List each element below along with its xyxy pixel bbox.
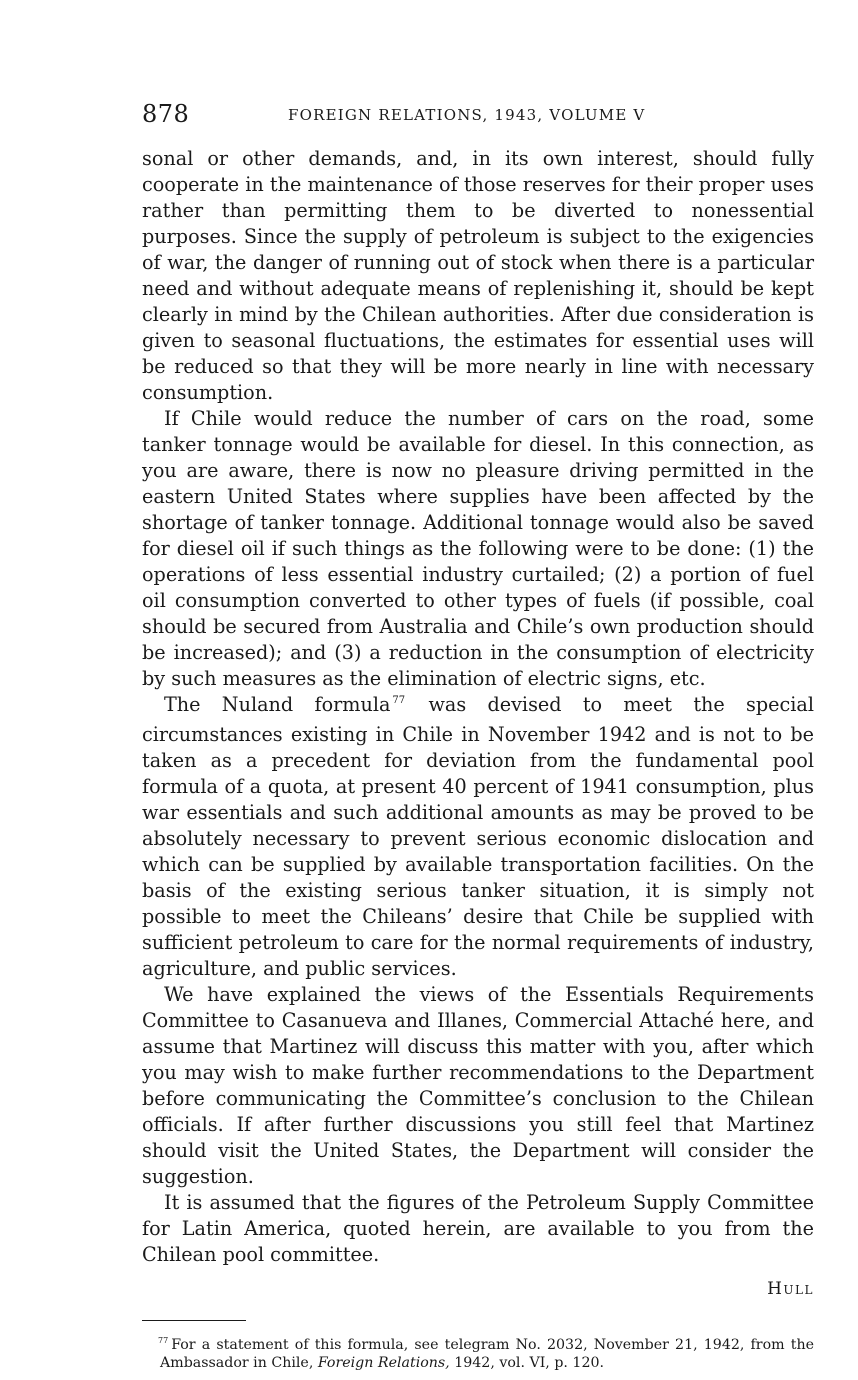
paragraph-2: If Chile would reduce the number of cars on the road, some tanker tonnage would be available for diesel. In this connection, as you are aware, there is now no pleasure driving permitted in the eastern United States where supplies have been affected by the shortage of tanker tonnage. Additional tonnage would also be saved for diesel oil if such things as the following were to be done: (1) the operations of less essential industry curtailed; (2) a portion of fuel oil consumption converted to other types of fuels (if possible, coal should be secured from Australia and Chile’s own production should be increased); and (3) a reduction in the consumption of electricity by such measures as the elimination of electric signs, etc. <box>142 407 814 690</box>
body-text <box>142 146 814 1268</box>
document-page <box>142 100 814 1372</box>
footnote-italic-title: Foreign Relations, <box>317 1355 450 1371</box>
page-number: 878 <box>142 100 190 128</box>
paragraph-5: It is assumed that the figures of the Petroleum Supply Committee for Latin America, quoted herein, are available to you from the Chilean pool committee. <box>142 1191 814 1266</box>
running-head: FOREIGN RELATIONS, 1943, VOLUME V <box>288 106 646 124</box>
page-header <box>142 100 814 132</box>
nuland-text-before: The Nuland formula <box>164 693 391 716</box>
footnote-text-after: 1942, vol. VI, p. 120. <box>454 1355 605 1371</box>
paragraph-4: We have explained the views of the Essentials Requirements Committee to Casanueva and Illanes, Commercial Attaché here, and assume that Martinez will discuss this matter with you, after which you may wish to make further recommendations to the Department before communicating the Committee’s conclusion to the Chilean officials. If after further discussions you still feel that Martinez should visit the United States, the Department will consider the suggestion. <box>142 983 814 1188</box>
footnote-divider <box>142 1320 246 1321</box>
nuland-text-after: was devised to meet the special circumstances existing in Chile in November 1942 and is not to be taken as a precedent for deviation from the fundamental pool formula of a quota, at present 40 percent of 1941 consumption, plus war essentials and such additional amounts as may be proved to be absolutely necessary to prevent serious economic dislocation and which can be supplied by available transportation facilities. On the basis of the existing serious tanker situation, it is simply not possible to meet the Chileans’ desire that Chile be supplied with sufficient petroleum to care for the normal requirements of industry, agriculture, and public services. <box>142 693 814 980</box>
paragraph-1: sonal or other demands, and, in its own interest, should fully cooperate in the maintenance of those reserves for their proper uses rather than permitting them to be diverted to nonessential purposes. Since the supply of petroleum is subject to the exigencies of war, the danger of running out of stock when there is a particular need and without adequate means of replenishing it, should be kept clearly in mind by the Chilean authorities. After due consideration is given to seasonal fluctuations, the estimates for essential uses will be reduced so that they will be more nearly in line with necessary consumption. <box>142 147 814 404</box>
footnote-number: 77 <box>158 1336 169 1345</box>
footnote <box>142 1337 814 1372</box>
paragraph-3 <box>142 692 814 982</box>
signature: Hull <box>767 1279 814 1299</box>
footnote-reference[interactable]: 77 <box>392 695 406 706</box>
footnote-text-before: For a statement of this formula, see telegram No. 2032, November 21, 1942, from the Ambassador in Chile, <box>160 1337 814 1371</box>
